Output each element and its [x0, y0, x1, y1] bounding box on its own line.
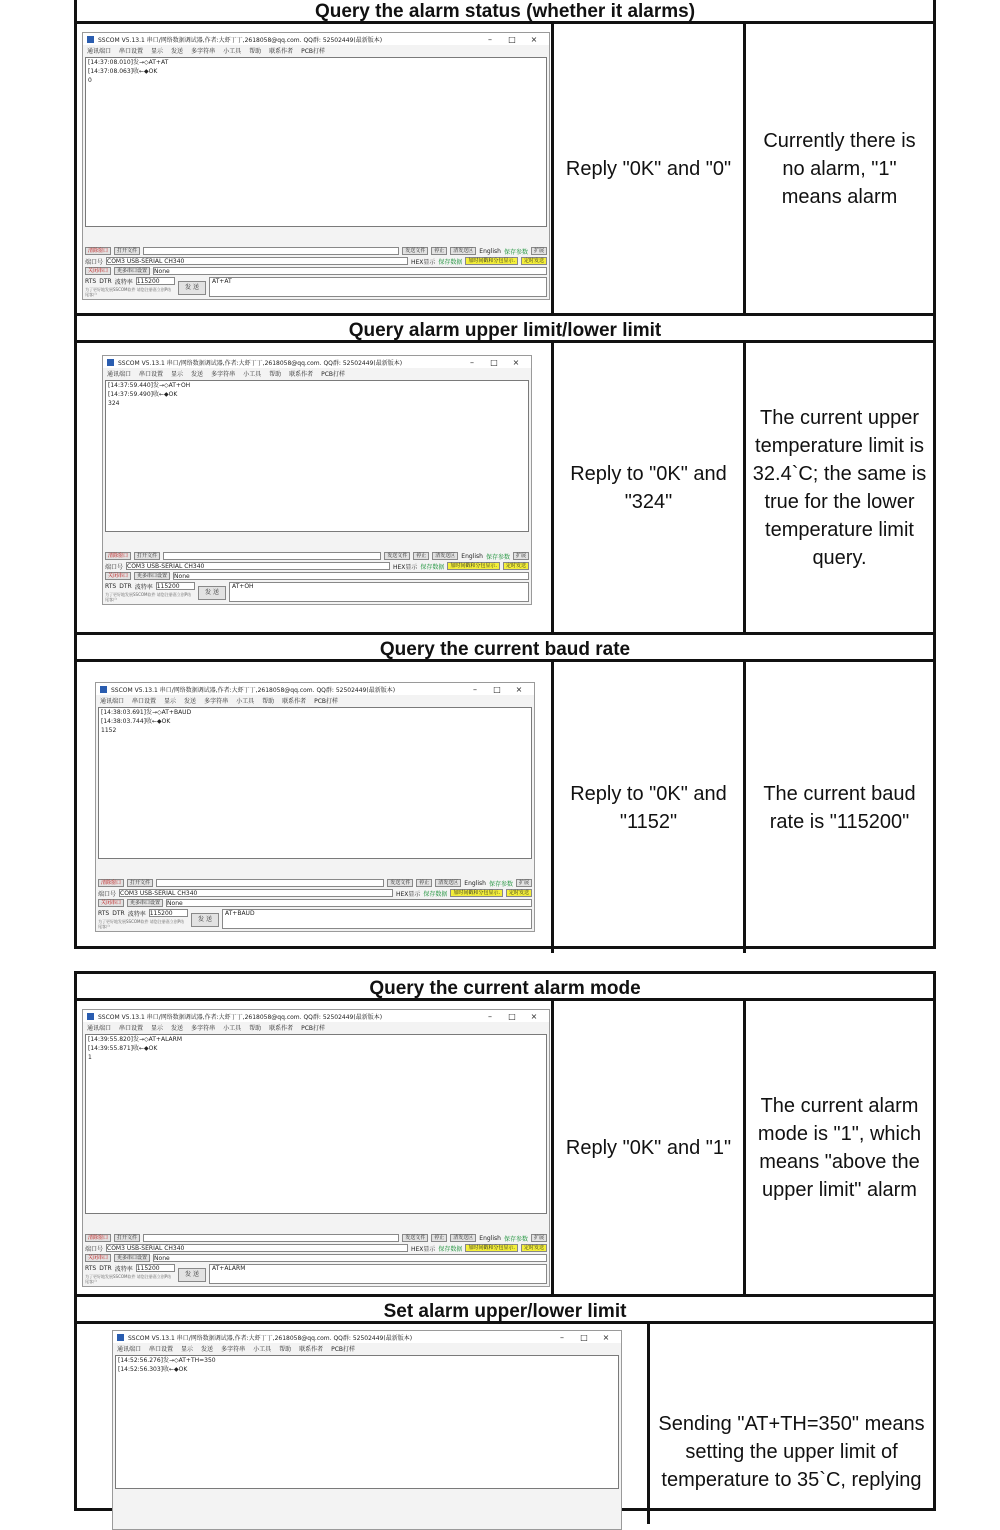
baud-select[interactable]: 115200: [156, 582, 195, 590]
baud-label: 波特率: [114, 278, 133, 286]
port-select[interactable]: COM3 USB-SERIAL CH340: [126, 562, 390, 570]
minimize-button[interactable]: –: [473, 684, 477, 694]
dtr-checkbox[interactable]: DTR: [112, 909, 125, 917]
save-data-link[interactable]: 保存数据: [420, 563, 445, 571]
promo-text: 为了更好地发展SSCOM软件 请您注册嘉立创P结尾客户: [98, 919, 185, 929]
more-settings-button[interactable]: 更多串口设置: [114, 267, 150, 275]
menu-item[interactable]: 串口设置: [119, 1024, 144, 1032]
menu-item[interactable]: 小工具: [243, 370, 262, 378]
sscom-window: [82, 32, 550, 300]
menu-item[interactable]: PCB打样: [331, 1345, 356, 1353]
clear-window-button[interactable]: 清除窗口: [85, 1234, 111, 1242]
more-settings-button[interactable]: 更多串口设置: [114, 1254, 150, 1262]
clear-window-button[interactable]: 清除窗口: [85, 247, 111, 255]
reply-cell: Reply "0K" and "0": [554, 24, 746, 313]
rts-checkbox[interactable]: RTS: [105, 582, 117, 590]
close-button[interactable]: ×: [530, 1011, 538, 1021]
menu-bar: [83, 1022, 549, 1032]
clear-send-button[interactable]: 清发送区: [450, 1234, 476, 1242]
console-line: 324: [108, 400, 120, 407]
menu-item[interactable]: 通讯端口: [87, 47, 112, 55]
section-title: Set alarm upper/lower limit: [77, 1297, 933, 1324]
send-file-button[interactable]: 发送文件: [402, 247, 428, 255]
clear-send-button[interactable]: 清发送区: [432, 552, 458, 560]
menu-item[interactable]: 联系作者: [289, 370, 314, 378]
menu-item[interactable]: 多字符串: [221, 1345, 246, 1353]
clear-send-button[interactable]: 清发送区: [450, 247, 476, 255]
screenshot-cell: [77, 343, 554, 632]
menu-item[interactable]: 显示: [151, 47, 164, 55]
window-title: SSCOM V5.13.1 串口/网络数据调试器,作者:大虾丁丁,2618058@qq.com. QQ群: 52502449(最新版本): [118, 359, 403, 367]
window-title: SSCOM V5.13.1 串口/网络数据调试器,作者:大虾丁丁,2618058@qq.com. QQ群: 52502449(最新版本): [98, 36, 383, 44]
menu-item[interactable]: 串口设置: [149, 1345, 174, 1353]
save-params-link[interactable]: 保存参数: [485, 553, 510, 561]
menu-item[interactable]: 发送: [191, 370, 204, 378]
maximize-button[interactable]: □: [508, 34, 516, 44]
section-title: Query the alarm status (whether it alarms): [77, 0, 933, 24]
menu-item[interactable]: 小工具: [223, 1024, 242, 1032]
menu-item[interactable]: 通讯端口: [117, 1345, 142, 1353]
english-checkbox[interactable]: English: [461, 552, 483, 560]
menu-item[interactable]: 帮助: [279, 1345, 292, 1353]
console-line: [14:37:59.440]发→◇AT+OH: [108, 382, 191, 389]
screenshot-cell: [77, 662, 554, 953]
receive-console[interactable]: [85, 57, 547, 227]
save-params-link[interactable]: 保存参数: [488, 880, 513, 888]
send-input[interactable]: AT+OH: [229, 582, 529, 602]
hex-show-checkbox[interactable]: HEX显示: [410, 1245, 436, 1253]
maximize-button[interactable]: □: [508, 1011, 516, 1021]
save-params-link[interactable]: 保存参数: [503, 248, 528, 256]
app-icon: [107, 359, 114, 366]
timestamp-checkbox[interactable]: 加时间戳和分包显示.: [450, 889, 503, 897]
maximize-button[interactable]: □: [490, 357, 498, 367]
description-cell: The current upper temperature limit is 32.4`C; the same is true for the lower temperature limit query.: [752, 406, 927, 569]
menu-bar: [83, 45, 549, 55]
menu-item[interactable]: 帮助: [269, 370, 282, 378]
timed-send-checkbox[interactable]: 定时发送: [506, 889, 532, 897]
app-icon: [87, 36, 94, 43]
file-path-field[interactable]: [163, 552, 381, 560]
save-data-link[interactable]: 保存数据: [438, 258, 463, 266]
window-title: SSCOM V5.13.1 串口/网络数据调试器,作者:大虾丁丁,2618058@qq.com. QQ群: 52502449(最新版本): [128, 1334, 413, 1342]
menu-item[interactable]: 串口设置: [119, 47, 144, 55]
port-select[interactable]: COM3 USB-SERIAL CH340: [119, 889, 393, 897]
close-button[interactable]: ×: [530, 34, 538, 44]
console-line: 1: [88, 1054, 92, 1061]
close-port-button[interactable]: 关闭串口: [85, 267, 111, 275]
clear-window-button[interactable]: 清除窗口: [98, 879, 124, 887]
menu-item[interactable]: 联系作者: [269, 1024, 294, 1032]
reply-cell: Reply "0K" and "1": [554, 1001, 746, 1294]
screenshot-cell: [77, 1001, 554, 1294]
open-file-button[interactable]: 打开文件: [114, 1234, 140, 1242]
send-input[interactable]: AT+AT: [209, 277, 547, 297]
app-icon: [100, 686, 107, 693]
menu-item[interactable]: 发送: [171, 1024, 184, 1032]
close-port-button[interactable]: 关闭串口: [85, 1254, 111, 1262]
hex-show-checkbox[interactable]: HEX显示: [395, 890, 421, 898]
send-button[interactable]: 发 送: [178, 281, 206, 295]
close-port-button[interactable]: 关闭串口: [98, 899, 124, 907]
window-titlebar: [113, 1331, 621, 1343]
console-line: [14:52:56.303]收←◆OK: [118, 1366, 188, 1373]
menu-item[interactable]: PCB打样: [301, 1024, 326, 1032]
promo-text: 为了更好地发展SSCOM软件 请您注册嘉立创P结尾客户: [105, 592, 192, 602]
window-titlebar: [83, 1010, 549, 1022]
description-cell: Sending "AT+TH=350" means setting the upper limit of temperature to 35`C, replying: [658, 1413, 925, 1491]
save-data-link[interactable]: 保存数据: [438, 1245, 463, 1253]
timestamp-checkbox[interactable]: 加时间戳和分包显示.: [447, 562, 500, 570]
console-line: [14:39:55.820]发→◇AT+ALARM: [88, 1036, 182, 1043]
rts-checkbox[interactable]: RTS: [85, 277, 97, 285]
open-file-button[interactable]: 打开文件: [127, 879, 153, 887]
more-settings-button[interactable]: 更多串口设置: [134, 572, 170, 580]
screenshot-cell: [77, 1324, 650, 1524]
command-table-1: [74, 0, 936, 949]
send-button[interactable]: 发 送: [178, 1268, 206, 1282]
window-titlebar: [96, 683, 534, 695]
timed-send-checkbox[interactable]: 定时发送: [503, 562, 529, 570]
expand-button[interactable]: 扩展: [531, 247, 547, 255]
timed-interval-field[interactable]: None: [153, 267, 547, 275]
window-title: SSCOM V5.13.1 串口/网络数据调试器,作者:大虾丁丁,2618058@qq.com. QQ群: 52502449(最新版本): [98, 1013, 383, 1021]
menu-item[interactable]: 通讯端口: [107, 370, 132, 378]
screenshot-cell: [77, 24, 554, 313]
minimize-button[interactable]: –: [560, 1332, 564, 1342]
menu-item[interactable]: 多字符串: [191, 1024, 216, 1032]
stop-button[interactable]: 停止: [431, 247, 447, 255]
hex-show-checkbox[interactable]: HEX显示: [392, 563, 418, 571]
menu-item[interactable]: 发送: [201, 1345, 214, 1353]
window-title: SSCOM V5.13.1 串口/网络数据调试器,作者:大虾丁丁,2618058@qq.com. QQ群: 52502449(最新版本): [111, 686, 396, 694]
stop-button[interactable]: 停止: [431, 1234, 447, 1242]
menu-item[interactable]: PCB打样: [314, 697, 339, 705]
expand-button[interactable]: 扩展: [513, 552, 529, 560]
menu-item[interactable]: 多字符串: [204, 697, 229, 705]
baud-select[interactable]: 115200: [136, 277, 175, 285]
expand-button[interactable]: 扩展: [531, 1234, 547, 1242]
console-line: [14:37:59.490]收←◆OK: [108, 391, 178, 398]
dtr-checkbox[interactable]: DTR: [99, 1264, 112, 1272]
english-checkbox[interactable]: English: [479, 247, 501, 255]
window-titlebar: [103, 356, 531, 368]
receive-console[interactable]: [115, 1355, 619, 1489]
menu-item[interactable]: 串口设置: [132, 697, 157, 705]
stop-button[interactable]: 停止: [413, 552, 429, 560]
console-line: 1152: [101, 727, 117, 734]
menu-bar: [103, 368, 531, 378]
menu-bar: [113, 1343, 621, 1353]
save-params-link[interactable]: 保存参数: [503, 1235, 528, 1243]
more-settings-button[interactable]: 更多串口设置: [127, 899, 163, 907]
promo-text: 为了更好地发展SSCOM软件 请您注册嘉立创P结尾客户: [85, 1274, 172, 1284]
timed-send-checkbox[interactable]: 定时发送: [521, 1244, 547, 1252]
console-line: [14:39:55.871]收←◆OK: [88, 1045, 158, 1052]
file-path-field[interactable]: [143, 1234, 399, 1242]
minimize-button[interactable]: –: [488, 34, 492, 44]
baud-label: 波特率: [127, 910, 146, 918]
console-line: [14:52:56.276]发→◇AT+TH=350: [118, 1357, 216, 1364]
menu-item[interactable]: 通讯端口: [100, 697, 125, 705]
section-title: Query the current baud rate: [77, 635, 933, 662]
console-line: 0: [88, 77, 92, 84]
baud-select[interactable]: 115200: [149, 909, 188, 917]
send-input[interactable]: AT+BAUD: [222, 909, 532, 929]
control-panel: [85, 247, 547, 297]
file-path-field[interactable]: [156, 879, 384, 887]
timed-interval-field[interactable]: None: [173, 572, 529, 580]
menu-item[interactable]: 发送: [171, 47, 184, 55]
expand-button[interactable]: 扩展: [516, 879, 532, 887]
port-label: 端口号: [85, 258, 104, 266]
table-row: [77, 1324, 933, 1524]
send-button[interactable]: 发 送: [191, 913, 219, 927]
table-row: [77, 662, 933, 953]
baud-label: 波特率: [134, 583, 153, 591]
menu-item[interactable]: 显示: [171, 370, 184, 378]
control-panel: [98, 879, 532, 929]
open-file-button[interactable]: 打开文件: [114, 247, 140, 255]
timed-send-checkbox[interactable]: 定时发送: [521, 257, 547, 265]
sscom-window: [102, 355, 532, 605]
menu-item[interactable]: 显示: [151, 1024, 164, 1032]
clear-send-button[interactable]: 清发送区: [435, 879, 461, 887]
menu-item[interactable]: 多字符串: [191, 47, 216, 55]
close-button[interactable]: ×: [512, 357, 520, 367]
english-checkbox[interactable]: English: [479, 1234, 501, 1242]
menu-item[interactable]: 多字符串: [211, 370, 236, 378]
menu-item[interactable]: PCB打样: [301, 47, 326, 55]
receive-console[interactable]: [85, 1034, 547, 1214]
close-port-button[interactable]: 关闭串口: [105, 572, 131, 580]
menu-item[interactable]: 小工具: [236, 697, 255, 705]
sscom-window: [95, 682, 535, 932]
section-title: Query the current alarm mode: [77, 974, 933, 1001]
english-checkbox[interactable]: English: [464, 879, 486, 887]
promo-text: 为了更好地发展SSCOM软件 请您注册嘉立创P结尾客户: [85, 287, 172, 297]
sscom-window: [112, 1330, 622, 1530]
clear-window-button[interactable]: 清除窗口: [105, 552, 131, 560]
menu-item[interactable]: 联系作者: [299, 1345, 324, 1353]
save-data-link[interactable]: 保存数据: [423, 890, 448, 898]
reply-cell: Reply to "0K" and "1152": [554, 662, 746, 953]
port-label: 端口号: [98, 890, 117, 898]
timed-interval-field[interactable]: None: [153, 1254, 547, 1262]
menu-item[interactable]: 小工具: [223, 47, 242, 55]
rts-checkbox[interactable]: RTS: [98, 909, 110, 917]
command-table-2: [74, 971, 936, 1511]
baud-select[interactable]: 115200: [136, 1264, 175, 1272]
hex-show-checkbox[interactable]: HEX显示: [410, 258, 436, 266]
send-input[interactable]: AT+ALARM: [209, 1264, 547, 1284]
port-select[interactable]: COM3 USB-SERIAL CH340: [106, 257, 408, 265]
send-file-button[interactable]: 发送文件: [402, 1234, 428, 1242]
control-panel: [105, 552, 529, 602]
console-line: [14:38:03.691]发→◇AT+BAUD: [101, 709, 192, 716]
maximize-button[interactable]: □: [580, 1332, 588, 1342]
menu-item[interactable]: 发送: [184, 697, 197, 705]
description-cell: Currently there is no alarm, "1" means alarm: [763, 129, 916, 208]
description-cell: The current baud rate is "115200": [763, 782, 916, 833]
dtr-checkbox[interactable]: DTR: [99, 277, 112, 285]
port-select[interactable]: COM3 USB-SERIAL CH340: [106, 1244, 408, 1252]
sscom-window: [82, 1009, 550, 1287]
minimize-button[interactable]: –: [488, 1011, 492, 1021]
window-titlebar: [83, 33, 549, 45]
receive-console[interactable]: [98, 707, 532, 859]
console-line: [14:37:08.063]收←◆OK: [88, 68, 158, 75]
rts-checkbox[interactable]: RTS: [85, 1264, 97, 1272]
timestamp-checkbox[interactable]: 加时间戳和分包显示.: [465, 1244, 518, 1252]
baud-label: 波特率: [114, 1265, 133, 1273]
menu-item[interactable]: 联系作者: [282, 697, 307, 705]
reply-cell: Reply to "0K" and "324": [554, 343, 746, 632]
menu-bar: [96, 695, 534, 705]
timestamp-checkbox[interactable]: 加时间戳和分包显示.: [465, 257, 518, 265]
menu-item[interactable]: 串口设置: [139, 370, 164, 378]
console-line: [14:37:08.010]发→◇AT+AT: [88, 59, 169, 66]
app-icon: [87, 1013, 94, 1020]
table-row: [77, 24, 933, 316]
minimize-button[interactable]: –: [470, 357, 474, 367]
menu-item[interactable]: PCB打样: [321, 370, 346, 378]
send-file-button[interactable]: 发送文件: [387, 879, 413, 887]
description-cell: The current alarm mode is "1", which means "above the upper limit" alarm: [757, 1094, 922, 1201]
control-panel: [85, 1234, 547, 1284]
table-row: [77, 343, 933, 635]
receive-console[interactable]: [105, 380, 529, 532]
menu-item[interactable]: 小工具: [253, 1345, 272, 1353]
close-button[interactable]: ×: [602, 1332, 610, 1342]
open-file-button[interactable]: 打开文件: [134, 552, 160, 560]
menu-item[interactable]: 联系作者: [269, 47, 294, 55]
app-icon: [117, 1334, 124, 1341]
menu-item[interactable]: 帮助: [262, 697, 275, 705]
timed-interval-field[interactable]: None: [166, 899, 532, 907]
send-file-button[interactable]: 发送文件: [384, 552, 410, 560]
close-button[interactable]: ×: [515, 684, 523, 694]
menu-item[interactable]: 显示: [181, 1345, 194, 1353]
menu-item[interactable]: 显示: [164, 697, 177, 705]
file-path-field[interactable]: [143, 247, 399, 255]
maximize-button[interactable]: □: [493, 684, 501, 694]
menu-item[interactable]: 帮助: [249, 1024, 262, 1032]
console-line: [14:38:03.744]收←◆OK: [101, 718, 171, 725]
section-title: Query alarm upper limit/lower limit: [77, 316, 933, 343]
stop-button[interactable]: 停止: [416, 879, 432, 887]
port-label: 端口号: [105, 563, 124, 571]
menu-item[interactable]: 帮助: [249, 47, 262, 55]
menu-item[interactable]: 通讯端口: [87, 1024, 112, 1032]
table-row: [77, 1001, 933, 1297]
port-label: 端口号: [85, 1245, 104, 1253]
dtr-checkbox[interactable]: DTR: [119, 582, 132, 590]
send-button[interactable]: 发 送: [198, 586, 226, 600]
